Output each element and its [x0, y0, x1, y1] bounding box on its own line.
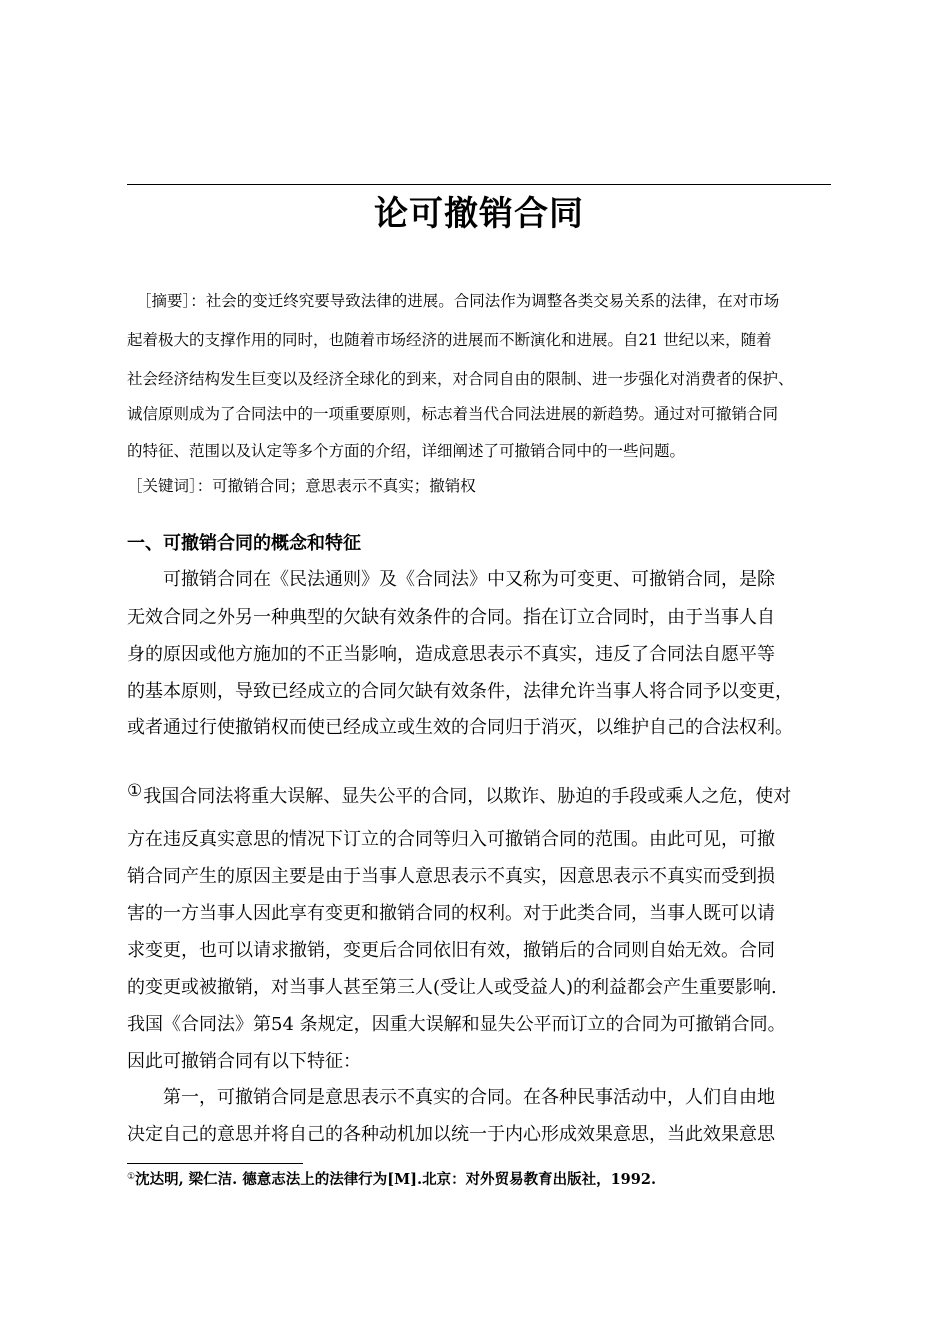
paragraph-line: 我国《合同法》第54 条规定，因重大误解和显失公平而订立的合同为可撤销合同。: [127, 1014, 786, 1035]
paragraph-text: 我国合同法将重大误解、显失公平的合同，以欺诈、胁迫的手段或乘人之危，使对: [143, 786, 792, 807]
paragraph-line: 求变更，也可以请求撤销，变更后合同依旧有效，撤销后的合同则自始无效。合同: [127, 940, 775, 961]
paragraph-line: 因此可撤销合同有以下特征：: [127, 1051, 361, 1072]
keywords: [127, 476, 476, 496]
abstract-line: 诚信原则成为了合同法中的一项重要原则，标志着当代合同法进展的新趋势。通过对可撤销合同: [127, 405, 779, 423]
abstract-line: 起着极大的支撑作用的同时，也随着市场经济的进展而不断演化和进展。自21 世纪以来，随着: [127, 331, 772, 349]
paragraph-line: 害的一方当事人因此享有变更和撤销合同的权利。对于此类合同，当事人既可以请: [127, 903, 775, 924]
paragraph-line: 可撤销合同在《民法通则》及《合同法》中又称为可变更、可撤销合同，是除: [163, 569, 775, 590]
page-title: 论可撤销合同: [374, 194, 584, 234]
abstract-label: ［摘要］: [136, 292, 191, 310]
paragraph-line: 或者通过行使撤销权而使已经成立或生效的合同归于消灭，以维护自己的合法权利。: [127, 717, 793, 738]
paragraph-line: 第一，可撤销合同是意思表示不真实的合同。在各种民事活动中，人们自由地: [163, 1087, 775, 1108]
title-top-rule: [127, 184, 831, 185]
paragraph-line: 的基本原则，导致已经成立的合同欠缺有效条件，法律允许当事人将合同予以变更，: [127, 681, 793, 702]
footnote-rule: [127, 1163, 303, 1164]
abstract-line: 社会经济结构发生巨变以及经济全球化的到来，对合同自由的限制、进一步强化对消费者的保护、: [127, 370, 794, 388]
paragraph-line: 身的原因或他方施加的不正当影响，造成意思表示不真实，违反了合同法自愿平等: [127, 644, 775, 665]
paragraph-line: 决定自己的意思并将自己的各种动机加以统一于内心形成效果意思，当此效果意思: [127, 1124, 775, 1145]
footnote: [127, 1167, 656, 1190]
abstract-line: 的特征、范围以及认定等多个方面的介绍，详细阐述了可撤销合同中的一些问题。: [127, 442, 686, 460]
paragraph-line: 方在违反真实意思的情况下订立的合同等归入可撤销合同的范围。由此可见，可撤: [127, 829, 775, 850]
paragraph-line: 无效合同之外另一种典型的欠缺有效条件的合同。指在订立合同时，由于当事人自: [127, 607, 775, 628]
section-heading: 一、可撤销合同的概念和特征: [127, 533, 361, 554]
paragraph-line: [127, 779, 791, 809]
footnote-mark: ①: [127, 1172, 136, 1182]
abstract-text: ：社会的变迁终究要导致法律的进展。合同法作为调整各类交易关系的法律，在对市场: [190, 292, 780, 310]
footnote-reference-mark: ①: [127, 781, 143, 801]
keywords-label: ［关键词］: [127, 477, 197, 495]
paragraph-line: 的变更或被撤销，对当事人甚至第三人(受让人或受益人)的利益都会产生重要影响.: [127, 977, 777, 998]
abstract-line: [136, 291, 779, 311]
keywords-text: ：可撤销合同；意思表示不真实；撤销权: [196, 477, 476, 495]
footnote-text: 沈达明, 梁仁洁. 德意志法上的法律行为[M].北京：对外贸易教育出版社，1992.: [135, 1171, 656, 1188]
paragraph-line: 销合同产生的原因主要是由于当事人意思表示不真实，因意思表示不真实而受到损: [127, 866, 775, 887]
